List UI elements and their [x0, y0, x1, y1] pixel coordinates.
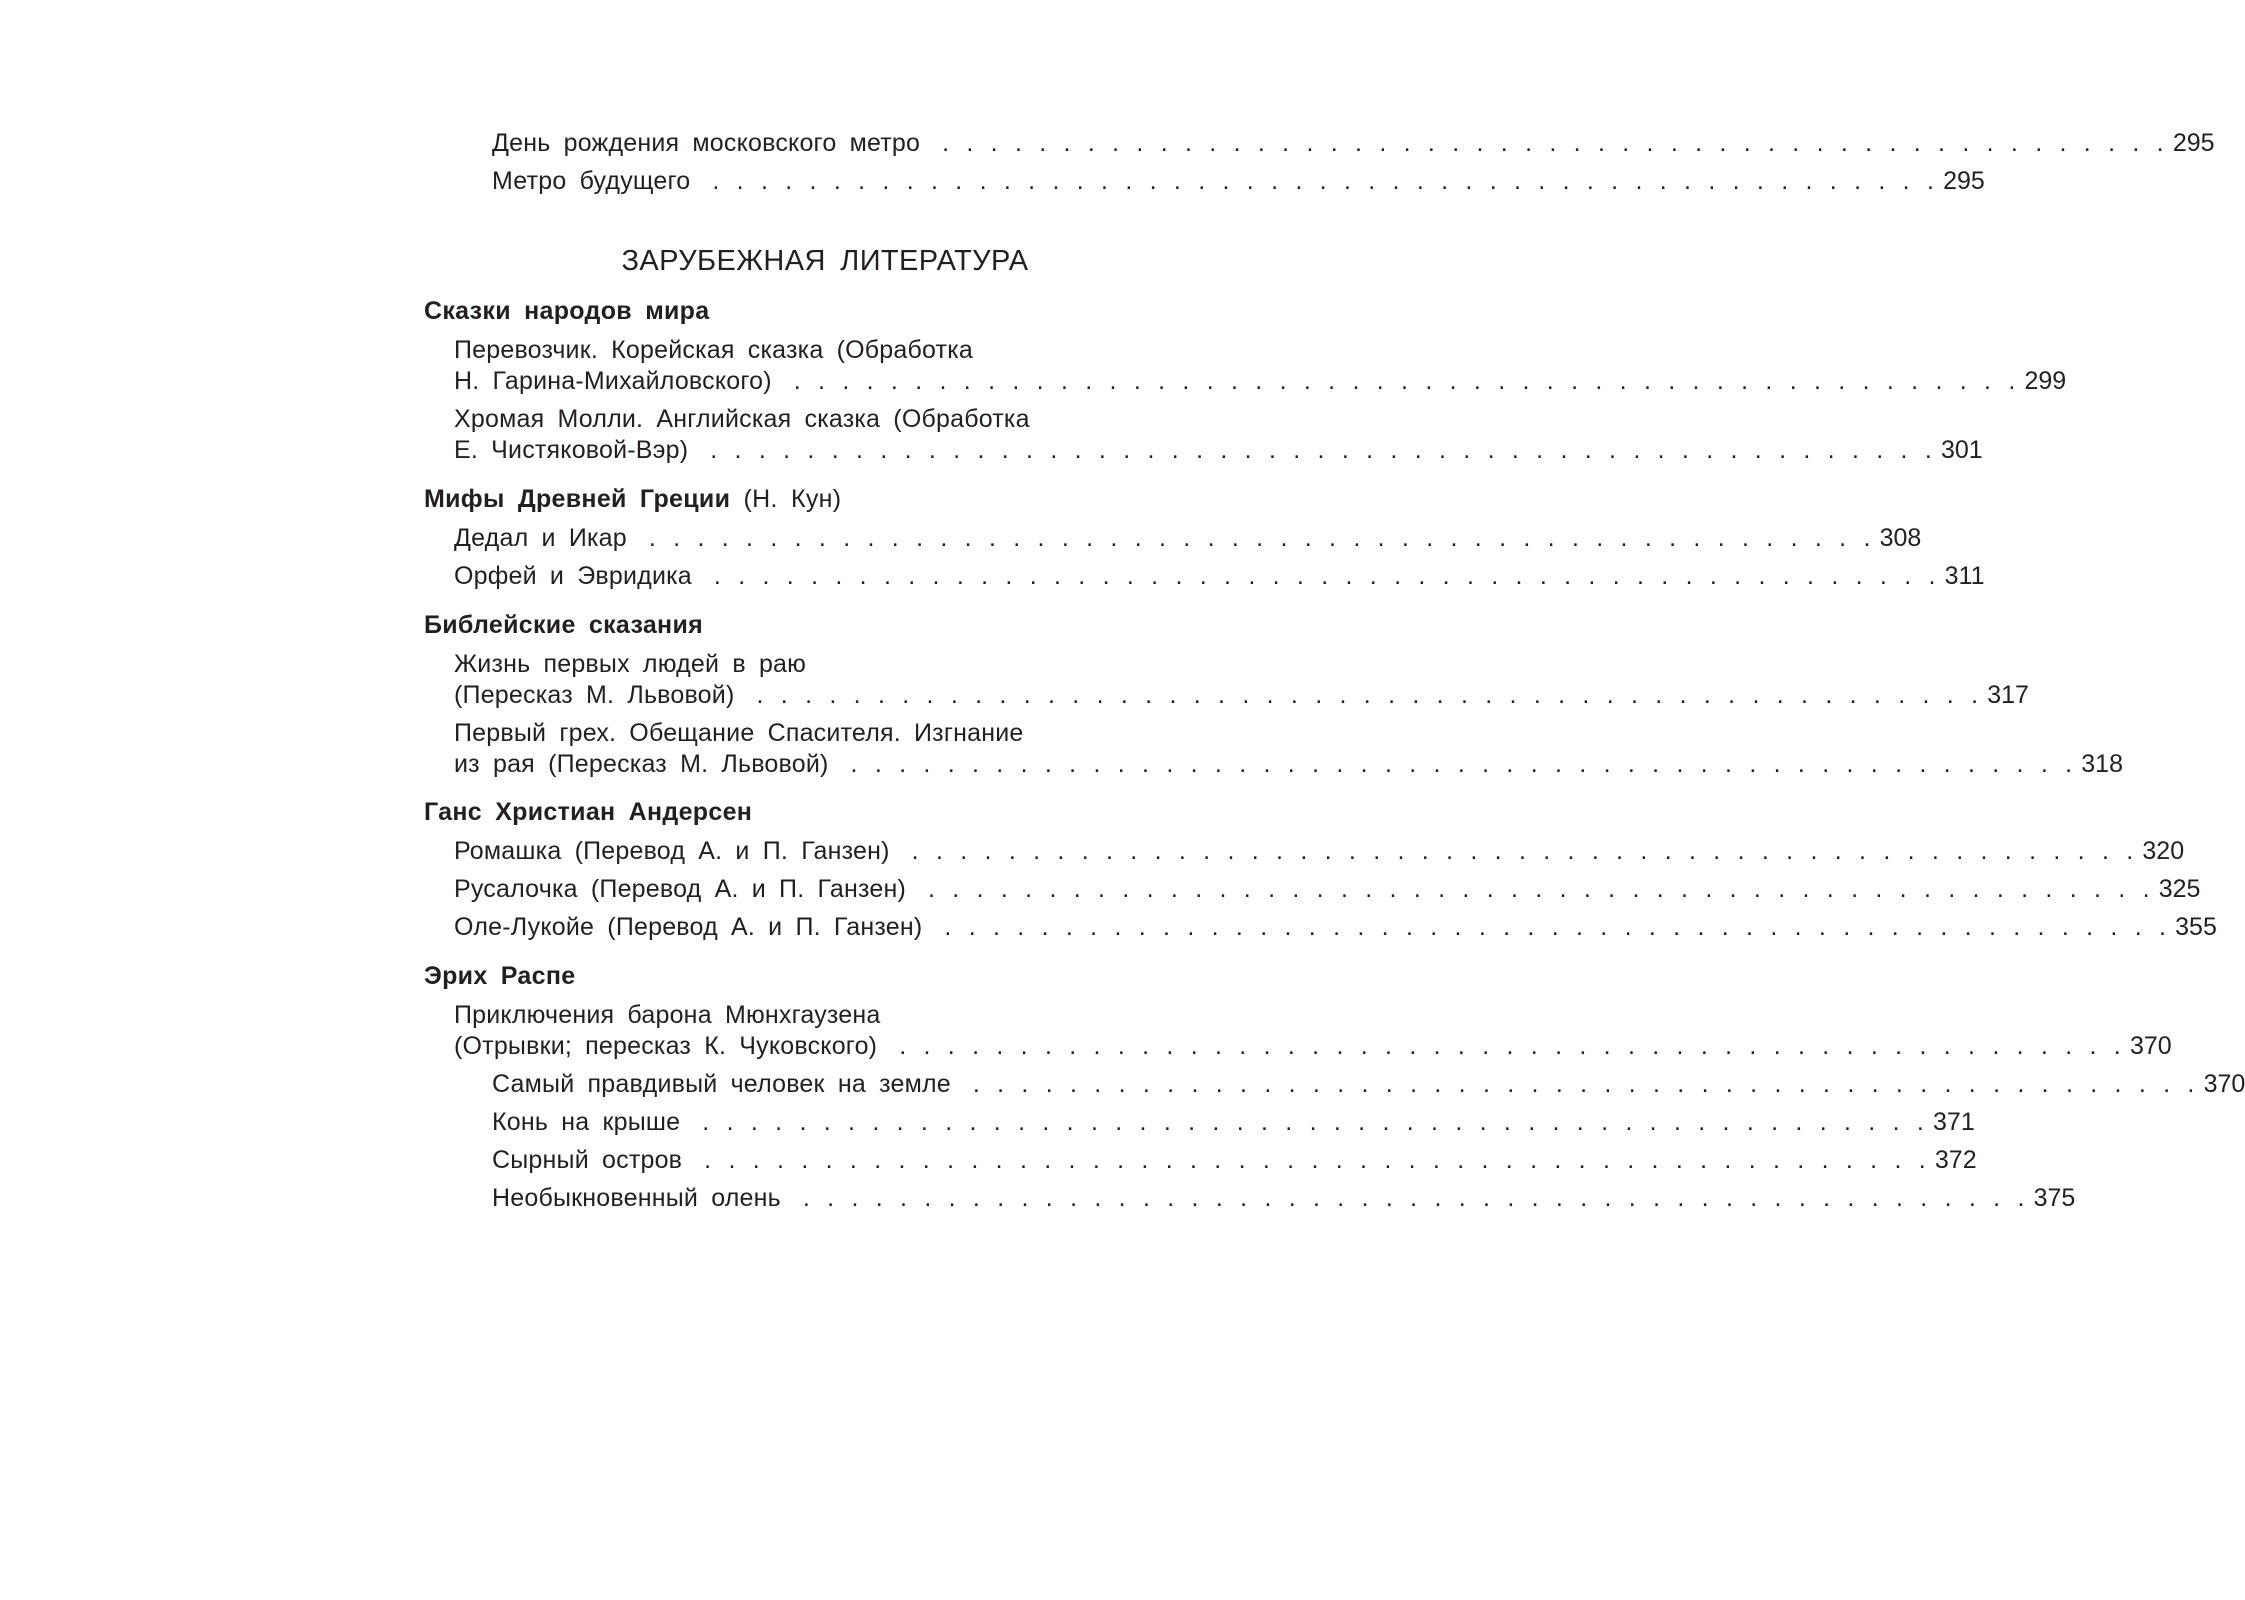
toc-entry-title: Необыкновенный олень	[492, 1184, 781, 1212]
toc-entry-line1: Хромая Молли. Английская сказка (Обработка	[454, 405, 1030, 433]
toc-entry	[454, 680, 2029, 710]
toc-page-number: 370	[2129, 1032, 2172, 1060]
leader-dots: . . . . . . . . . . . . . . . . . . . . . . . . . . . . . . . . . . . . . . . . . . . . . . . . . . .	[702, 1108, 1930, 1136]
leader-dots: . . . . . . . . . . . . . . . . . . . . . . . . . . . . . . . . . . . . . . . . . . . . . . . . . . .	[927, 875, 2155, 903]
toc-subentry	[492, 1069, 2245, 1099]
toc-entry-title: Сырный остров	[492, 1146, 683, 1174]
toc-entry	[454, 523, 1922, 553]
toc-entry-title: (Отрывки; пересказ К. Чуковского)	[454, 1032, 878, 1060]
leader-dots: . . . . . . . . . . . . . . . . . . . . . . . . . . . . . . . . . . . . . . . . . . . . . . . . . . .	[802, 1184, 2030, 1212]
toc-entry-title: День рождения московского метро	[492, 129, 921, 157]
toc-entry	[454, 561, 1985, 591]
toc-entry-title: Конь на крыше	[492, 1108, 681, 1136]
toc-entry	[454, 1031, 2172, 1061]
group-heading	[424, 797, 752, 827]
toc-page-number: 295	[2172, 129, 2215, 157]
toc-subentry	[492, 1145, 1977, 1175]
leader-dots: . . . . . . . . . . . . . . . . . . . . . . . . . . . . . . . . . . . . . . . . . . . . . . . . . . .	[704, 1146, 1931, 1174]
leader-dots: . . . . . . . . . . . . . . . . . . . . . . . . . . . . . . . . . . . . . . . . . . . . . . . . . . .	[942, 129, 2169, 157]
toc-entry-line1: Перевозчик. Корейская сказка (Обработка	[454, 336, 973, 364]
toc-entry-title: Ромашка (Перевод А. и П. Ганзен)	[454, 837, 890, 865]
toc-entry-title: Е. Чистяковой-Вэр)	[454, 436, 689, 464]
toc-page-number: 317	[1987, 681, 2029, 709]
toc-entry-line1: Жизнь первых людей в раю	[454, 650, 807, 678]
group-heading-note: (Н. Кун)	[743, 485, 842, 513]
group-heading	[424, 961, 575, 991]
toc-page-number: 325	[2158, 875, 2201, 903]
toc-subentry	[492, 1183, 2076, 1213]
toc-entry	[454, 912, 2217, 942]
leader-dots: . . . . . . . . . . . . . . . . . . . . . . . . . . . . . . . . . . . . . . . . . . . . . . . . . . .	[713, 562, 1941, 590]
leader-dots: . . . . . . . . . . . . . . . . . . . . . . . . . . . . . . . . . . . . . . . . . . . . . . . . . . .	[972, 1070, 2200, 1098]
leader-dots: . . . . . . . . . . . . . . . . . . . . . . . . . . . . . . . . . . . . . . . . . . . . . . . . . . .	[899, 1032, 2126, 1060]
leader-dots: . . . . . . . . . . . . . . . . . . . . . . . . . . . . . . . . . . . . . . . . . . . . . . . . . . .	[911, 837, 2139, 865]
toc-page-number: 372	[1934, 1146, 1977, 1174]
toc-entry-line1: Первый грех. Обещание Спасителя. Изгнание	[454, 719, 1024, 747]
leader-dots: . . . . . . . . . . . . . . . . . . . . . . . . . . . . . . . . . . . . . . . . . . . . . . . . . . .	[648, 524, 1876, 552]
toc-entry-title: Н. Гарина-Михайловского)	[454, 367, 772, 395]
toc-entry	[454, 435, 1983, 465]
toc-subentry	[492, 1107, 1975, 1137]
toc-page-number: 371	[1933, 1108, 1975, 1136]
group-heading	[424, 296, 709, 326]
group-heading	[424, 610, 703, 640]
toc-entry-title: Дедал и Икар	[454, 524, 627, 552]
toc-entry-title: Русалочка (Перевод А. и П. Ганзен)	[454, 875, 906, 903]
toc-entry-title: Метро будущего	[492, 167, 691, 195]
toc-page-number: 320	[2142, 837, 2185, 865]
toc-page-number: 318	[2081, 750, 2123, 778]
group-heading	[424, 484, 841, 514]
group-heading-title: Эрих Распе	[424, 962, 576, 990]
toc-entry-title: (Пересказ М. Львовой)	[454, 681, 735, 709]
toc-entry-title: Самый правдивый человек на земле	[492, 1070, 951, 1098]
toc-entry	[492, 166, 1985, 196]
leader-dots: . . . . . . . . . . . . . . . . . . . . . . . . . . . . . . . . . . . . . . . . . . . . . . . . . . .	[756, 681, 1984, 709]
toc-page-number: 308	[1879, 524, 1922, 552]
section-title: ЗАРУБЕЖНАЯ ЛИТЕРАТУРА	[621, 245, 1029, 277]
leader-dots: . . . . . . . . . . . . . . . . . . . . . . . . . . . . . . . . . . . . . . . . . . . . . . . . . . .	[710, 436, 1937, 464]
group-heading-title: Библейские сказания	[424, 611, 703, 639]
toc-entry-title: Оле-Лукойе (Перевод А. и П. Ганзен)	[454, 913, 923, 941]
toc-entry	[454, 366, 2067, 396]
leader-dots: . . . . . . . . . . . . . . . . . . . . . . . . . . . . . . . . . . . . . . . . . . . . . . . . . . .	[712, 167, 1940, 195]
toc-page-number: 370	[2203, 1070, 2245, 1098]
toc-entry-title: из рая (Пересказ М. Львовой)	[454, 750, 829, 778]
toc-page-number: 311	[1944, 562, 1985, 590]
leader-dots: . . . . . . . . . . . . . . . . . . . . . . . . . . . . . . . . . . . . . . . . . . . . . . . . . . .	[793, 367, 2021, 395]
toc-entry	[454, 749, 2123, 779]
toc-page-number: 301	[1941, 436, 1983, 464]
toc-entry	[454, 874, 2201, 904]
group-heading-title: Мифы Древней Греции	[424, 485, 731, 513]
toc-entry-line1: Приключения барона Мюнхгаузена	[454, 1001, 881, 1029]
toc-page-number: 355	[2175, 913, 2217, 941]
toc-page-number: 375	[2033, 1184, 2076, 1212]
leader-dots: . . . . . . . . . . . . . . . . . . . . . . . . . . . . . . . . . . . . . . . . . . . . . . . . . . .	[850, 750, 2078, 778]
toc-entry	[454, 836, 2185, 866]
toc-entry-title: Орфей и Эвридика	[454, 562, 692, 590]
toc-page-number: 299	[2024, 367, 2067, 395]
toc-page-number: 295	[1943, 167, 1985, 195]
toc-entry	[492, 128, 2215, 158]
leader-dots: . . . . . . . . . . . . . . . . . . . . . . . . . . . . . . . . . . . . . . . . . . . . . . . . . . .	[944, 913, 2172, 941]
group-heading-title: Сказки народов мира	[424, 297, 710, 325]
group-heading-title: Ганс Христиан Андерсен	[424, 798, 753, 826]
